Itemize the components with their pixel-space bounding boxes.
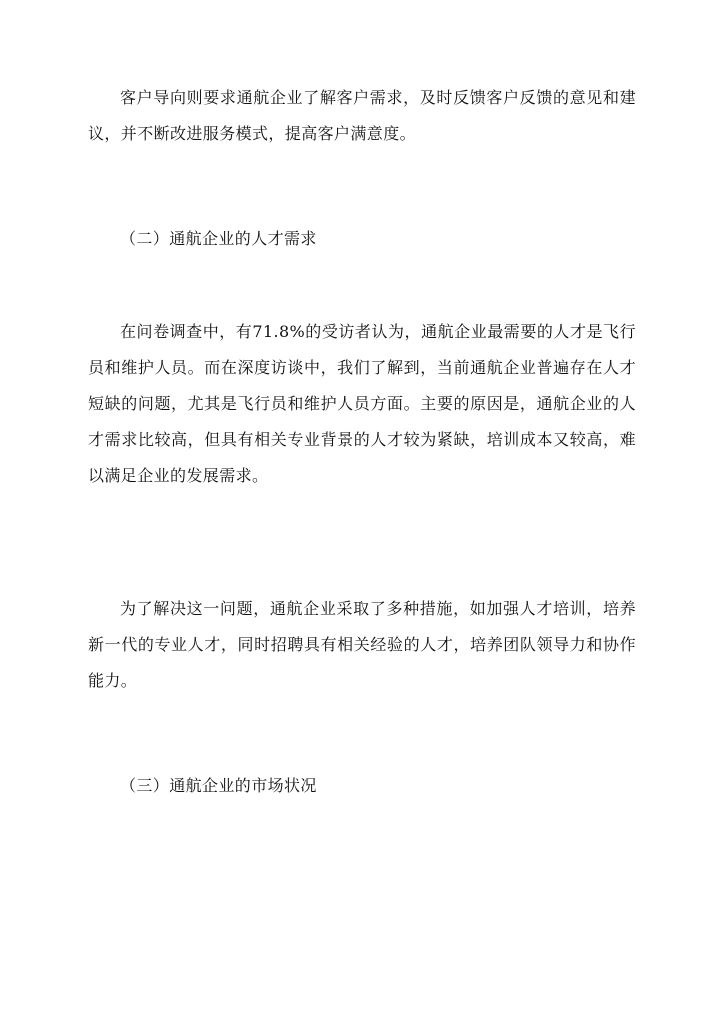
paragraph-customer-orientation: 客户导向则要求通航企业了解客户需求，及时反馈客户反馈的意见和建议，并不断改进服务模式，提高客户满意度。 [88, 88, 636, 143]
paragraph-measures: 为了解决这一问题，通航企业采取了多种措施，如加强人才培训，培养新一代的专业人才，同时招聘具有相关经验的人才，培养团队领导力和协作能力。 [88, 599, 636, 690]
section-heading-market-status: （三）通航企业的市场状况 [120, 776, 317, 795]
paragraph-talent-shortage: 在问卷调查中，有71.8%的受访者认为，通航企业最需要的人才是飞行员和维护人员。而在深度访谈中，我们了解到，当前通航企业普遍存在人才短缺的问题，尤其是飞行员和维护人员方面。主要的原因是，通航企业的人才需求比较高，但具有相关专业背景的人才较为紧缺，培训成本又较高，难以满足企业的发展需求。 [88, 322, 636, 485]
section-heading-talent-demand: （二）通航企业的人才需求 [120, 229, 317, 248]
